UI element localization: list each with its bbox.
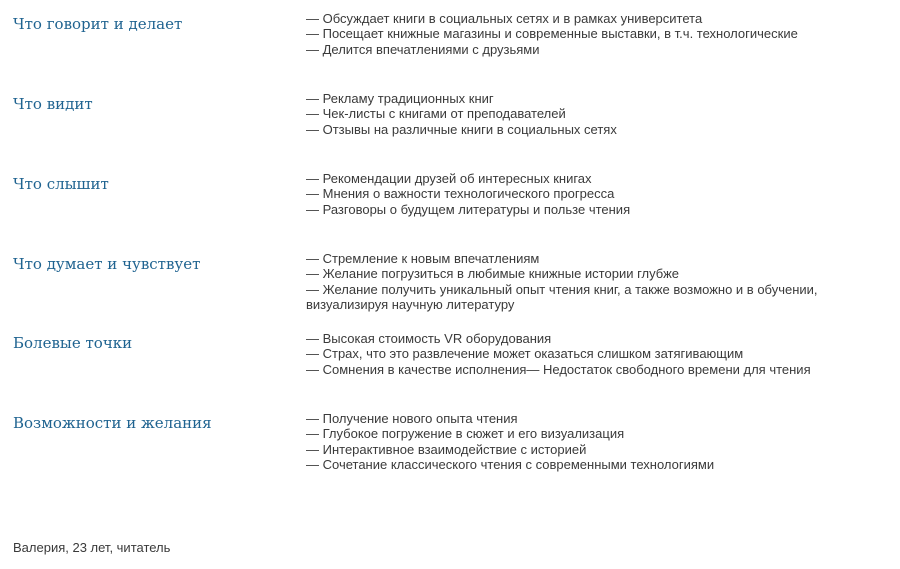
section-title: Что думает и чувствует xyxy=(13,255,201,273)
list-item: — Сомнения в качестве исполнения— Недостаток свободного времени для чтения xyxy=(306,361,811,377)
section-title: Что говорит и делает xyxy=(13,15,183,33)
section-list xyxy=(306,171,826,217)
list-item: — Глубокое погружение в сюжет и его визуализация xyxy=(306,426,625,442)
persona-caption: Валерия, 23 лет, читатель xyxy=(13,540,171,555)
list-item: — Обсуждает книги в социальных сетях и в рамках университета xyxy=(306,11,703,26)
list-item: — Делится впечатлениями с друзьями xyxy=(306,41,540,57)
section-title: Что слышит xyxy=(13,175,109,193)
section-list xyxy=(306,251,826,312)
list-item: — Рекомендации друзей об интересных книгах xyxy=(306,171,592,186)
list-item: — Чек-листы с книгами от преподавателей xyxy=(306,106,566,122)
list-item: — Отзывы на различные книги в социальных сетях xyxy=(306,121,617,137)
list-item: — Разговоры о будущем литературы и пользе чтения xyxy=(306,201,631,217)
section-list xyxy=(306,91,826,137)
list-item: — Стремление к новым впечатлениям xyxy=(306,251,540,266)
list-item: — Желание получить уникальный опыт чтения книг, а также возможно и в обучении, визуализируя научную литературу xyxy=(306,281,818,312)
list-item: — Страх, что это развлечение может оказаться слишком затягивающим xyxy=(306,346,744,362)
list-item: — Сочетание классического чтения с современными технологиями xyxy=(306,456,715,472)
list-item: — Высокая стоимость VR оборудования xyxy=(306,331,552,346)
list-item: — Желание погрузиться в любимые книжные истории глубже xyxy=(306,266,680,282)
section-title: Что видит xyxy=(13,95,93,113)
list-item: — Получение нового опыта чтения xyxy=(306,411,518,426)
list-item: — Мнения о важности технологического прогресса xyxy=(306,186,615,202)
section-list xyxy=(306,411,826,472)
section-list xyxy=(306,331,826,377)
list-item: — Посещает книжные магазины и современные выставки, в т.ч. технологические xyxy=(306,26,798,42)
list-item: — Интерактивное взаимодействие с историей xyxy=(306,441,587,457)
section-title: Болевые точки xyxy=(13,334,133,352)
list-item: — Рекламу традиционных книг xyxy=(306,91,494,106)
section-title: Возможности и желания xyxy=(13,414,212,432)
section-list xyxy=(306,11,826,57)
